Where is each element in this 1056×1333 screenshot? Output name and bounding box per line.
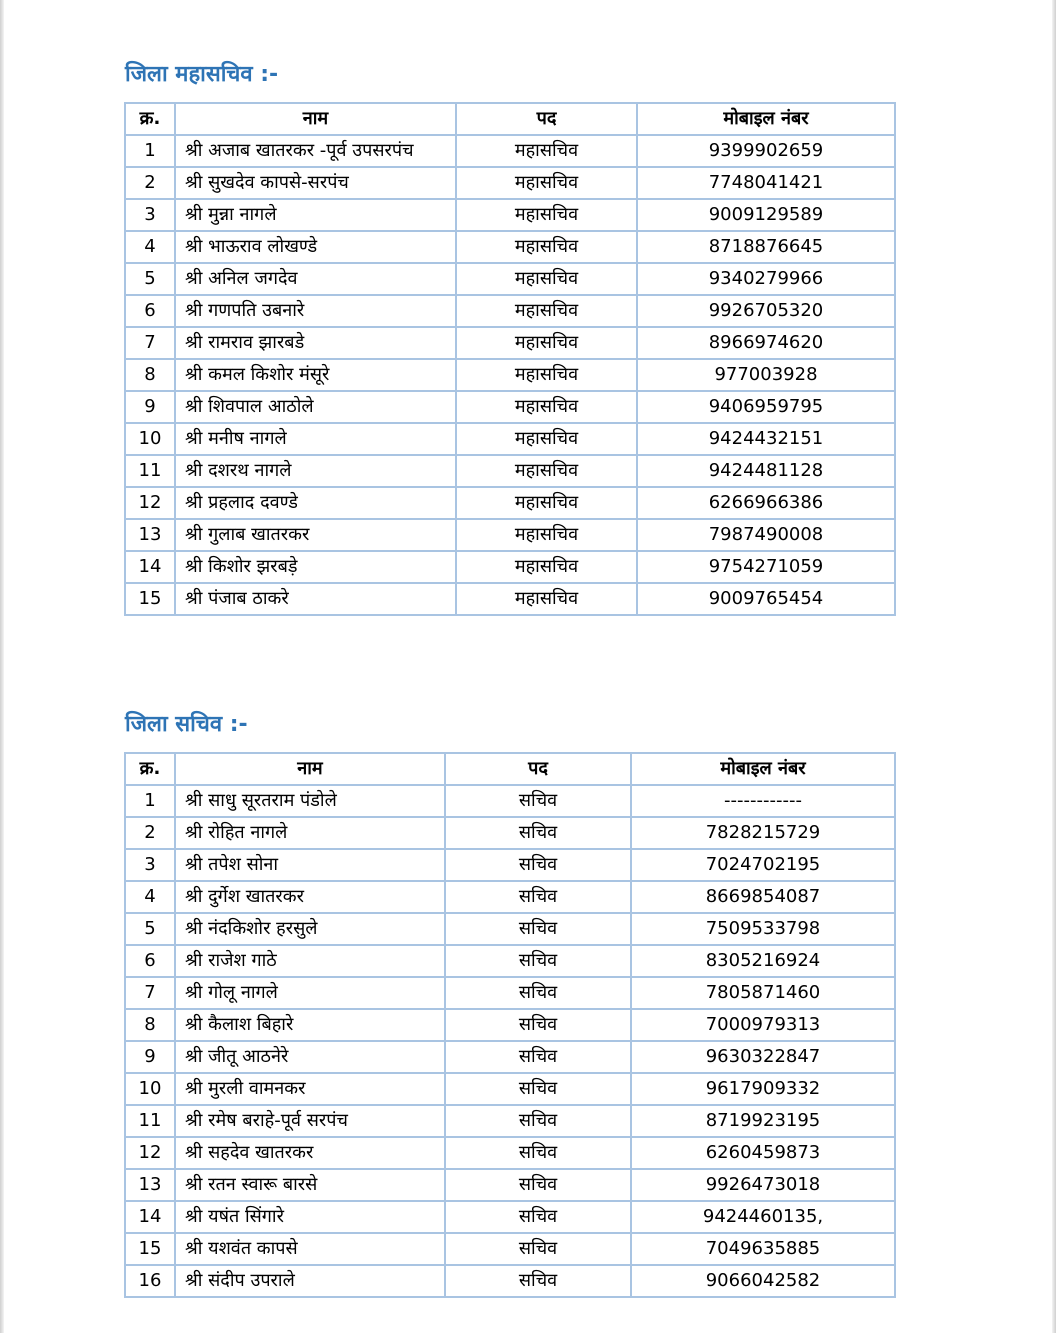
cell-name: श्री गणपति उबनारे — [175, 295, 456, 327]
cell-serial: 5 — [125, 263, 175, 295]
cell-serial: 3 — [125, 199, 175, 231]
cell-serial: 15 — [125, 583, 175, 615]
cell-name: श्री जीतू आठनेरे — [175, 1041, 445, 1073]
cell-serial: 11 — [125, 455, 175, 487]
cell-name: श्री रमेष बराहे-पूर्व सरपंच — [175, 1105, 445, 1137]
cell-name: श्री भाऊराव लोखण्डे — [175, 231, 456, 263]
cell-mobile: 9066042582 — [631, 1265, 895, 1297]
section-heading: जिला सचिव :- — [125, 712, 248, 737]
cell-mobile: 7987490008 — [637, 519, 895, 551]
section-heading: जिला महासचिव :- — [125, 62, 279, 87]
cell-name: श्री सहदेव खातरकर — [175, 1137, 445, 1169]
section-general-secretaries — [124, 58, 896, 616]
cell-post: महासचिव — [456, 167, 637, 199]
cell-name: श्री किशोर झरबड़े — [175, 551, 456, 583]
cell-serial: 5 — [125, 913, 175, 945]
cell-post: सचिव — [445, 785, 631, 817]
table-row — [125, 1041, 895, 1073]
secretaries-table — [124, 752, 896, 1298]
header-serial: क्र. — [125, 103, 175, 135]
cell-serial: 12 — [125, 1137, 175, 1169]
cell-serial: 3 — [125, 849, 175, 881]
cell-mobile: 9424432151 — [637, 423, 895, 455]
cell-mobile: 9926705320 — [637, 295, 895, 327]
table-row — [125, 1169, 895, 1201]
cell-name: श्री मुन्ना नागले — [175, 199, 456, 231]
cell-name: श्री गुलाब खातरकर — [175, 519, 456, 551]
cell-post: सचिव — [445, 1265, 631, 1297]
cell-post: महासचिव — [456, 551, 637, 583]
cell-name: श्री मुरली वामनकर — [175, 1073, 445, 1105]
table-row — [125, 1009, 895, 1041]
cell-name: श्री अनिल जगदेव — [175, 263, 456, 295]
cell-name: श्री रोहित नागले — [175, 817, 445, 849]
table-row — [125, 263, 895, 295]
header-serial: क्र. — [125, 753, 175, 785]
cell-name: श्री राजेश गाठे — [175, 945, 445, 977]
cell-post: महासचिव — [456, 583, 637, 615]
cell-serial: 9 — [125, 391, 175, 423]
cell-mobile: 6260459873 — [631, 1137, 895, 1169]
cell-serial: 13 — [125, 1169, 175, 1201]
header-name: नाम — [175, 103, 456, 135]
cell-post: सचिव — [445, 977, 631, 1009]
cell-post: सचिव — [445, 1169, 631, 1201]
table-row — [125, 519, 895, 551]
page-edge-right — [1052, 0, 1056, 1333]
cell-mobile: 6266966386 — [637, 487, 895, 519]
cell-serial: 6 — [125, 945, 175, 977]
cell-mobile: 8718876645 — [637, 231, 895, 263]
cell-serial: 8 — [125, 359, 175, 391]
cell-post: सचिव — [445, 1137, 631, 1169]
table-row — [125, 487, 895, 519]
cell-serial: 14 — [125, 551, 175, 583]
cell-post: महासचिव — [456, 455, 637, 487]
cell-name: श्री रतन स्वारू बारसे — [175, 1169, 445, 1201]
table-row — [125, 913, 895, 945]
table-row — [125, 817, 895, 849]
cell-post: महासचिव — [456, 327, 637, 359]
cell-mobile: 9009129589 — [637, 199, 895, 231]
cell-mobile: 7509533798 — [631, 913, 895, 945]
cell-mobile: 9424460135, — [631, 1201, 895, 1233]
cell-name: श्री दशरथ नागले — [175, 455, 456, 487]
cell-post: महासचिव — [456, 263, 637, 295]
cell-serial: 4 — [125, 881, 175, 913]
cell-serial: 4 — [125, 231, 175, 263]
cell-name: श्री रामराव झारबडे — [175, 327, 456, 359]
cell-mobile: 8305216924 — [631, 945, 895, 977]
cell-mobile: ------------ — [631, 785, 895, 817]
cell-mobile: 9406959795 — [637, 391, 895, 423]
cell-serial: 14 — [125, 1201, 175, 1233]
table-row — [125, 1105, 895, 1137]
cell-serial: 1 — [125, 135, 175, 167]
table-row — [125, 1201, 895, 1233]
header-post: पद — [445, 753, 631, 785]
cell-mobile: 7049635885 — [631, 1233, 895, 1265]
table-row — [125, 455, 895, 487]
cell-serial: 16 — [125, 1265, 175, 1297]
section-secretaries — [124, 708, 896, 1298]
cell-post: सचिव — [445, 1105, 631, 1137]
cell-mobile: 9926473018 — [631, 1169, 895, 1201]
cell-name: श्री यशवंत कापसे — [175, 1233, 445, 1265]
header-post: पद — [456, 103, 637, 135]
cell-mobile: 9754271059 — [637, 551, 895, 583]
header-name: नाम — [175, 753, 445, 785]
cell-mobile: 9617909332 — [631, 1073, 895, 1105]
cell-serial: 13 — [125, 519, 175, 551]
table-row — [125, 1073, 895, 1105]
cell-post: सचिव — [445, 913, 631, 945]
cell-serial: 10 — [125, 423, 175, 455]
cell-post: महासचिव — [456, 519, 637, 551]
cell-mobile: 9399902659 — [637, 135, 895, 167]
table-row — [125, 551, 895, 583]
cell-post: महासचिव — [456, 359, 637, 391]
cell-name: श्री प्रहलाद दवण्डे — [175, 487, 456, 519]
cell-name: श्री दुर्गेश खातरकर — [175, 881, 445, 913]
cell-serial: 7 — [125, 977, 175, 1009]
cell-serial: 6 — [125, 295, 175, 327]
cell-post: महासचिव — [456, 423, 637, 455]
header-mobile: मोबाइल नंबर — [631, 753, 895, 785]
cell-post: सचिव — [445, 849, 631, 881]
table-row — [125, 391, 895, 423]
cell-post: महासचिव — [456, 135, 637, 167]
cell-post: महासचिव — [456, 231, 637, 263]
cell-name: श्री कैलाश बिहारे — [175, 1009, 445, 1041]
cell-name: श्री अजाब खातरकर -पूर्व उपसरपंच — [175, 135, 456, 167]
cell-serial: 8 — [125, 1009, 175, 1041]
cell-post: सचिव — [445, 1201, 631, 1233]
cell-mobile: 8719923195 — [631, 1105, 895, 1137]
cell-mobile: 7828215729 — [631, 817, 895, 849]
cell-name: श्री नंदकिशोर हरसुले — [175, 913, 445, 945]
cell-post: सचिव — [445, 1041, 631, 1073]
table-header-row — [125, 103, 895, 135]
cell-post: सचिव — [445, 1233, 631, 1265]
cell-post: सचिव — [445, 945, 631, 977]
table-row — [125, 199, 895, 231]
cell-name: श्री पंजाब ठाकरे — [175, 583, 456, 615]
table-row — [125, 881, 895, 913]
cell-mobile: 977003928 — [637, 359, 895, 391]
table-row — [125, 327, 895, 359]
table-row — [125, 167, 895, 199]
cell-name: श्री मनीष नागले — [175, 423, 456, 455]
cell-post: महासचिव — [456, 199, 637, 231]
cell-name: श्री तपेश सोना — [175, 849, 445, 881]
table-header-row — [125, 753, 895, 785]
cell-name: श्री यषंत सिंगारे — [175, 1201, 445, 1233]
cell-serial: 12 — [125, 487, 175, 519]
cell-name: श्री गोलू नागले — [175, 977, 445, 1009]
cell-name: श्री शिवपाल आठोले — [175, 391, 456, 423]
cell-mobile: 8966974620 — [637, 327, 895, 359]
table-row — [125, 945, 895, 977]
table-row — [125, 135, 895, 167]
header-mobile: मोबाइल नंबर — [637, 103, 895, 135]
cell-post: महासचिव — [456, 295, 637, 327]
page-edge-left — [0, 0, 4, 1333]
general-secretaries-table — [124, 102, 896, 616]
cell-post: सचिव — [445, 817, 631, 849]
cell-post: महासचिव — [456, 487, 637, 519]
cell-mobile: 7000979313 — [631, 1009, 895, 1041]
cell-mobile: 7748041421 — [637, 167, 895, 199]
cell-serial: 2 — [125, 817, 175, 849]
table-row — [125, 1233, 895, 1265]
cell-post: सचिव — [445, 1073, 631, 1105]
cell-name: श्री कमल किशोर मंसूरे — [175, 359, 456, 391]
table-row — [125, 423, 895, 455]
table-row — [125, 849, 895, 881]
table-row — [125, 977, 895, 1009]
cell-mobile: 9630322847 — [631, 1041, 895, 1073]
table-row — [125, 359, 895, 391]
cell-post: सचिव — [445, 1009, 631, 1041]
cell-mobile: 9340279966 — [637, 263, 895, 295]
cell-post: सचिव — [445, 881, 631, 913]
table-row — [125, 295, 895, 327]
table-row — [125, 231, 895, 263]
cell-mobile: 8669854087 — [631, 881, 895, 913]
cell-serial: 10 — [125, 1073, 175, 1105]
cell-mobile: 7024702195 — [631, 849, 895, 881]
cell-name: श्री साधु सूरतराम पंडोले — [175, 785, 445, 817]
cell-serial: 1 — [125, 785, 175, 817]
cell-serial: 11 — [125, 1105, 175, 1137]
table-row — [125, 785, 895, 817]
cell-mobile: 9009765454 — [637, 583, 895, 615]
cell-serial: 7 — [125, 327, 175, 359]
cell-serial: 9 — [125, 1041, 175, 1073]
cell-post: महासचिव — [456, 391, 637, 423]
table-row — [125, 1265, 895, 1297]
cell-serial: 2 — [125, 167, 175, 199]
cell-mobile: 7805871460 — [631, 977, 895, 1009]
table-row — [125, 1137, 895, 1169]
table-row — [125, 583, 895, 615]
cell-name: श्री संदीप उपराले — [175, 1265, 445, 1297]
cell-name: श्री सुखदेव कापसे-सरपंच — [175, 167, 456, 199]
cell-serial: 15 — [125, 1233, 175, 1265]
cell-mobile: 9424481128 — [637, 455, 895, 487]
